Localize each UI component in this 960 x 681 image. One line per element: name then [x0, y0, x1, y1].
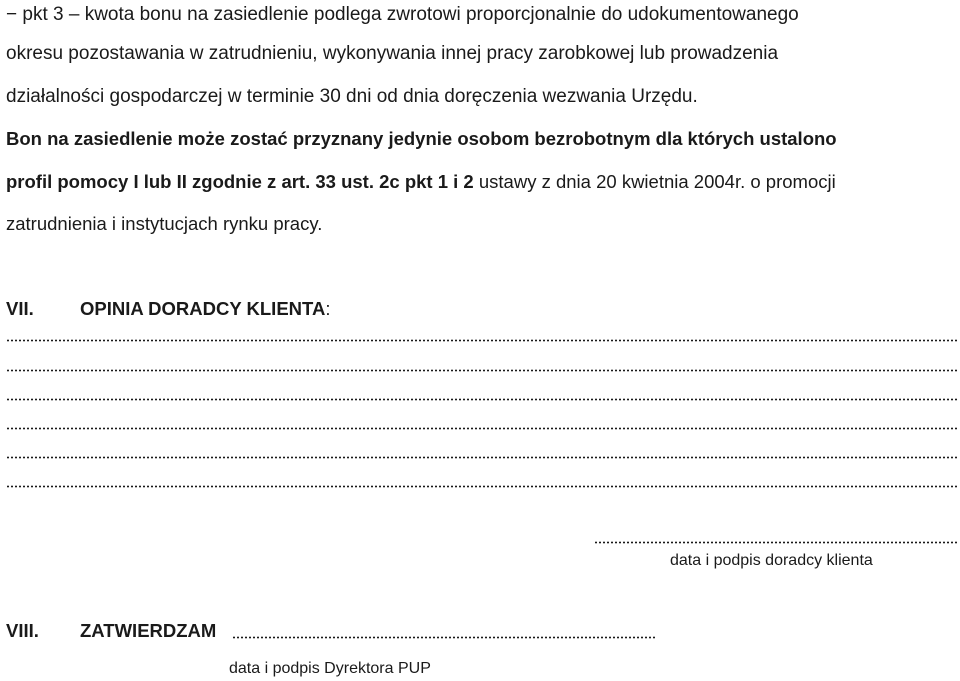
- bon-note-line-2: [6, 171, 836, 193]
- advisor-signature-line[interactable]: [594, 541, 958, 544]
- opinion-line-5[interactable]: [6, 456, 958, 459]
- director-approval-line[interactable]: [232, 636, 656, 639]
- bon-note-line-3: zatrudnienia i instytucjach rynku pracy.: [6, 213, 323, 234]
- bon-note-line-1: Bon na zasiedlenie może zostać przyznany jedynie osobom bezrobotnym dla których ustalono: [6, 128, 837, 149]
- section-viii-number: VIII.: [6, 620, 39, 641]
- director-signature-caption: data i podpis Dyrektora PUP: [229, 660, 431, 677]
- opinion-line-2[interactable]: [6, 369, 958, 372]
- bon-note-regular-part: ustawy z dnia 20 kwietnia 2004r. o promocji: [473, 171, 836, 192]
- pkt3-line-3: działalności gospodarczej w terminie 30 dni od dnia doręczenia wezwania Urzędu.: [6, 86, 698, 107]
- section-viii-title: ZATWIERDZAM: [80, 620, 217, 641]
- opinion-line-6[interactable]: [6, 485, 958, 488]
- section-vii-heading: [80, 298, 330, 320]
- bon-note-bold-part: profil pomocy I lub II zgodnie z art. 33 ust. 2c pkt 1 i 2: [6, 171, 474, 192]
- opinion-line-1[interactable]: [6, 339, 958, 342]
- section-vii-colon: :: [325, 298, 331, 319]
- pkt3-line-1: − pkt 3 – kwota bonu na zasiedlenie podlega zwrotowi proporcjonalnie do udokumentowanego: [6, 4, 799, 25]
- opinion-line-3[interactable]: [6, 398, 958, 401]
- pkt3-line-2: okresu pozostawania w zatrudnieniu, wykonywania innej pracy zarobkowej lub prowadzenia: [6, 43, 779, 64]
- section-vii-number: VII.: [6, 298, 34, 319]
- opinion-line-4[interactable]: [6, 427, 958, 430]
- section-vii-title: OPINIA DORADCY KLIENTA: [80, 298, 326, 319]
- advisor-signature-caption: data i podpis doradcy klienta: [670, 552, 873, 569]
